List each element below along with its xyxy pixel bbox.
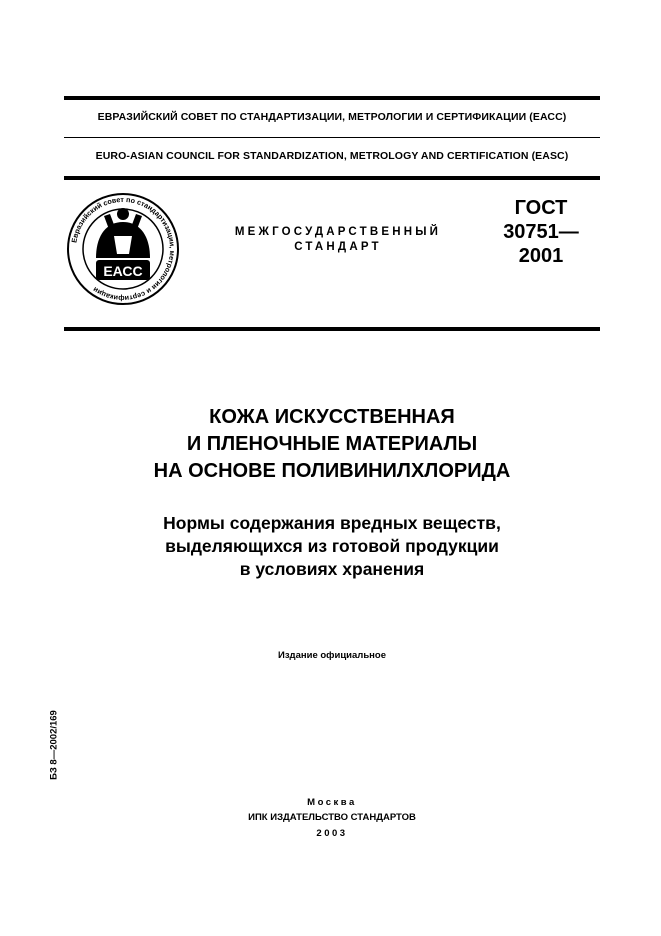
gost-number: 30751— xyxy=(503,221,579,243)
header-rule xyxy=(64,176,600,180)
top-rule xyxy=(64,96,600,100)
title-line1: КОЖА ИСКУССТВЕННАЯ xyxy=(209,406,455,428)
publisher-year: 2003 xyxy=(316,828,348,839)
publisher-city: Москва xyxy=(307,797,357,808)
title-line2: И ПЛЕНОЧНЫЕ МАТЕРИАЛЫ xyxy=(186,433,478,455)
standard-type xyxy=(218,225,458,255)
easc-logo-icon xyxy=(66,192,180,306)
side-code: БЗ 8—2002/169 xyxy=(48,710,60,780)
council-name-ru: ЕВРАЗИЙСКИЙ СОВЕТ ПО СТАНДАРТИЗАЦИИ, МЕТРОЛОГИИ И СЕРТИФИКАЦИИ (ЕАСС) xyxy=(97,111,567,123)
gost-designation xyxy=(486,196,596,268)
header-bottom-rule xyxy=(64,327,600,331)
council-divider xyxy=(64,137,600,138)
edition-note: Издание официальное xyxy=(278,650,386,661)
gost-label: ГОСТ xyxy=(514,197,568,219)
council-name-en: EURO-ASIAN COUNCIL FOR STANDARDIZATION, METROLOGY AND CERTIFICATION (EASC) xyxy=(95,150,569,162)
logo-ring-text: Евразийский совет по стандартизации, метрологии и сертификации xyxy=(69,194,178,304)
document-subtitle xyxy=(64,512,600,581)
subtitle-line3: в условиях хранения xyxy=(239,559,425,579)
standard-type-line2: СТАНДАРТ xyxy=(294,241,382,253)
logo-text: ЕАСС xyxy=(103,263,143,279)
subtitle-line1: Нормы содержания вредных веществ, xyxy=(163,513,501,533)
publisher-name: ИПК ИЗДАТЕЛЬСТВО СТАНДАРТОВ xyxy=(248,812,416,823)
document-title xyxy=(64,404,600,485)
gost-year: 2001 xyxy=(518,245,564,267)
standard-type-line1: МЕЖГОСУДАРСТВЕННЫЙ xyxy=(234,226,442,238)
title-line3: НА ОСНОВЕ ПОЛИВИНИЛХЛОРИДА xyxy=(153,460,511,482)
subtitle-line2: выделяющихся из готовой продукции xyxy=(165,536,499,556)
